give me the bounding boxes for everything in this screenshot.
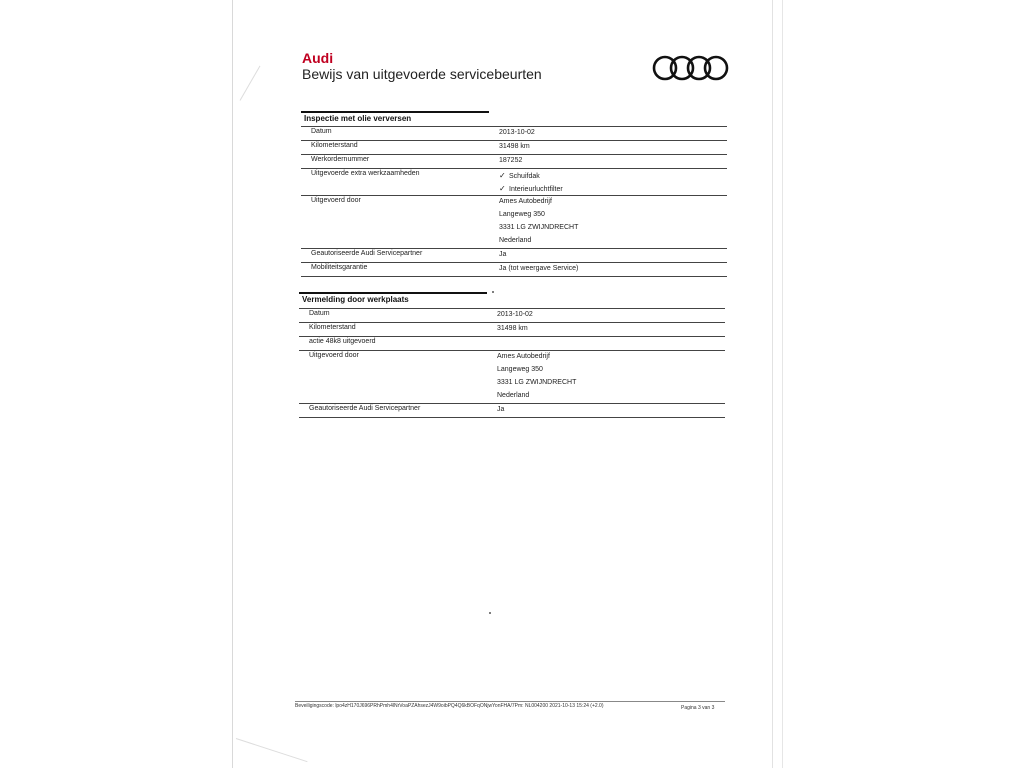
section-title-vermelding: Vermelding door werkplaats bbox=[302, 295, 409, 304]
row-value-line bbox=[499, 198, 578, 211]
row-value-text: 31498 km bbox=[497, 325, 528, 332]
brand-name: Audi bbox=[302, 50, 334, 66]
row-label: Kilometerstand bbox=[311, 142, 358, 149]
row-value-text: Ja bbox=[499, 251, 507, 258]
row-value-text: Ja (tot weergave Service) bbox=[499, 265, 579, 272]
row-divider bbox=[299, 403, 725, 404]
speck bbox=[492, 291, 494, 293]
row-divider bbox=[299, 336, 725, 337]
table-row bbox=[299, 322, 725, 336]
table-row bbox=[301, 168, 727, 195]
table-row bbox=[299, 336, 725, 350]
row-value-line bbox=[499, 224, 578, 237]
speck bbox=[489, 612, 491, 614]
row-value-line bbox=[497, 379, 576, 392]
row-value-line bbox=[497, 353, 576, 366]
row-value bbox=[497, 353, 576, 405]
section-divider bbox=[299, 292, 487, 294]
table-row bbox=[299, 403, 725, 417]
footer-timestamp: 2021-10-13 15:24 (+2.0) bbox=[549, 703, 604, 709]
row-value-text: Langeweg 350 bbox=[497, 366, 543, 373]
row-value-text: Nederland bbox=[499, 237, 532, 244]
footer-divider bbox=[295, 701, 725, 702]
table-row bbox=[301, 248, 727, 262]
row-divider bbox=[299, 417, 725, 418]
table-row bbox=[301, 154, 727, 168]
row-label: Uitgevoerde extra werkzaamheden bbox=[311, 170, 420, 177]
table-row bbox=[301, 140, 727, 154]
row-label: actie 48k8 uitgevoerd bbox=[309, 338, 376, 345]
row-divider bbox=[301, 248, 727, 249]
table-row bbox=[301, 195, 727, 248]
row-label: Kilometerstand bbox=[309, 324, 356, 331]
row-divider bbox=[301, 276, 727, 277]
row-divider bbox=[301, 168, 727, 169]
row-value-text: Ames Autobedrijf bbox=[499, 198, 552, 205]
row-value-text: 2013-10-02 bbox=[497, 311, 533, 318]
table-row bbox=[299, 308, 725, 322]
row-divider bbox=[301, 126, 727, 127]
row-value-line bbox=[499, 211, 578, 224]
page-number: Pagina 3 van 3 bbox=[681, 705, 715, 711]
dealer-code: NL004200 bbox=[524, 703, 549, 709]
row-divider bbox=[301, 195, 727, 196]
section-divider bbox=[301, 111, 489, 113]
row-label: Uitgevoerd door bbox=[311, 197, 361, 204]
checkmark-icon: ✓ bbox=[499, 171, 506, 180]
row-label: Geautoriseerde Audi Servicepartner bbox=[309, 405, 421, 412]
row-label: Geautoriseerde Audi Servicepartner bbox=[311, 250, 423, 257]
page-title: Bewijs van uitgevoerde servicebeurten bbox=[302, 66, 542, 82]
table-row bbox=[301, 262, 727, 276]
row-value-text: Ja bbox=[497, 406, 505, 413]
row-divider bbox=[301, 154, 727, 155]
paper-edge-left bbox=[232, 0, 233, 768]
section-title-inspectie: Inspectie met olie verversen bbox=[304, 114, 412, 123]
row-divider bbox=[299, 308, 725, 309]
row-divider bbox=[301, 140, 727, 141]
audi-rings-icon bbox=[652, 54, 730, 82]
row-value-text: 3331 LG ZWIJNDRECHT bbox=[499, 224, 579, 231]
row-value bbox=[499, 171, 563, 197]
footer-security-code bbox=[295, 703, 604, 709]
row-value-text: Langeweg 350 bbox=[499, 211, 545, 218]
row-divider bbox=[301, 262, 727, 263]
table-row bbox=[299, 350, 725, 403]
row-divider bbox=[299, 322, 725, 323]
row-value-text: 2013-10-02 bbox=[499, 129, 535, 136]
security-code: lpo4zH170J696PRhPmh4lNrVoaPZAhsezJ4W9oibPQ4Q6kBOFqONjwYonFHA/7Pm: bbox=[335, 703, 524, 709]
row-label: Datum bbox=[311, 128, 332, 135]
row-value-line bbox=[497, 366, 576, 379]
row-value-text: 3331 LG ZWIJNDRECHT bbox=[497, 379, 577, 386]
row-label: Werkordernummer bbox=[311, 156, 370, 163]
row-value bbox=[499, 198, 578, 250]
row-value-text: Schuifdak bbox=[509, 173, 540, 180]
checkmark-icon: ✓ bbox=[499, 184, 506, 193]
table-row bbox=[301, 126, 727, 140]
row-label: Mobiliteitsgarantie bbox=[311, 264, 368, 271]
row-value-text: 187252 bbox=[499, 157, 523, 164]
row-value-line bbox=[499, 171, 563, 184]
paper-edge-right bbox=[772, 0, 773, 768]
security-code-label: Beveiligingscode: bbox=[295, 703, 334, 709]
row-divider bbox=[299, 350, 725, 351]
row-value-text: 31498 km bbox=[499, 143, 530, 150]
row-value-text: Ames Autobedrijf bbox=[497, 353, 550, 360]
row-label: Uitgevoerd door bbox=[309, 352, 359, 359]
row-label: Datum bbox=[309, 310, 330, 317]
row-value-text: Nederland bbox=[497, 392, 530, 399]
row-value-text: Interieurluchtfilter bbox=[509, 186, 563, 193]
